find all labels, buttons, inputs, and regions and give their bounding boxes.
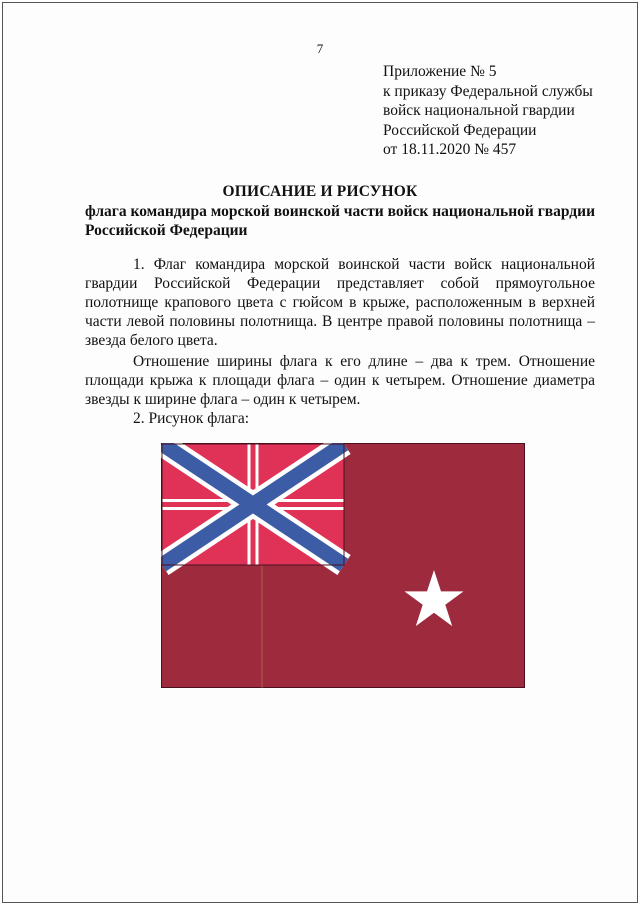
appendix-line: от 18.11.2020 № 457 bbox=[383, 141, 517, 158]
appendix-line: Российской Федерации bbox=[383, 121, 537, 139]
page-number: 7 bbox=[316, 41, 324, 56]
flag-image bbox=[161, 443, 525, 688]
appendix-line: войск национальной гвардии bbox=[383, 102, 575, 119]
document-title: ОПИСАНИЕ И РИСУНОК bbox=[222, 183, 418, 200]
flag-figure bbox=[161, 443, 525, 688]
body-text bbox=[85, 255, 595, 428]
paragraph-figure-caption: 2. Рисунок флага: bbox=[133, 410, 250, 427]
jack-canton bbox=[162, 444, 344, 565]
appendix-line: к приказу Федеральной службы bbox=[383, 82, 593, 100]
paragraph-proportions: Отношение ширины флага к его длине – два к трем. Отношение площади крыжа к площади флага – один к четырем. Отношение диаметра звезды к ширине флага – один к четырем. bbox=[85, 353, 595, 408]
appendix-line: Приложение № 5 bbox=[383, 63, 497, 80]
appendix-block bbox=[383, 62, 593, 160]
document-subtitle: флага командира морской воинской части войск национальной гвардии Российской Федерации bbox=[85, 203, 595, 239]
document-page bbox=[2, 2, 638, 903]
paragraph-description: 1. Флаг командира морской воинской части войск национальной гвардии Российской Федерации представляет собой прямоугольное полотнище крапового цвета с гюйсом в крыже, расположенным в верхней части левой половины полотнища. В центре правой половины полотнища – звезда белого цвета. bbox=[85, 256, 595, 349]
